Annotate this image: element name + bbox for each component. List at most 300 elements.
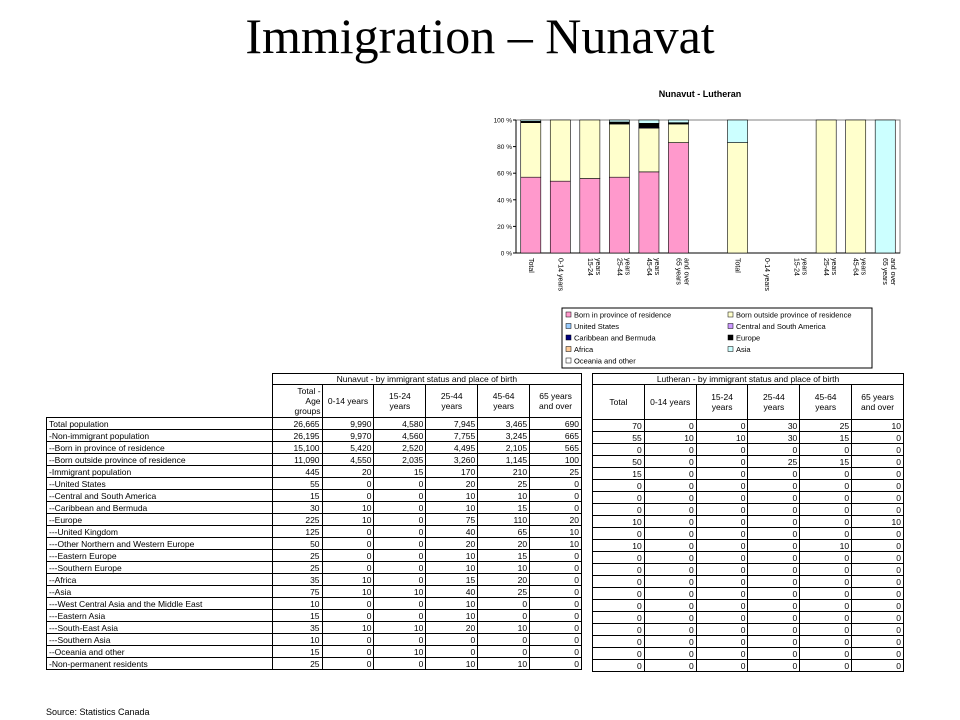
table-cell: 0 xyxy=(748,660,800,672)
table-cell: 0 xyxy=(478,610,530,622)
table-cell: 0 xyxy=(374,490,426,502)
table-row xyxy=(593,612,904,624)
table-cell: 35 xyxy=(272,574,322,586)
table-row xyxy=(47,466,582,478)
table-cell: 0 xyxy=(593,600,645,612)
table-cell: 0 xyxy=(593,504,645,516)
row-label: ---Southern Europe xyxy=(47,562,273,574)
table-cell: 20 xyxy=(478,538,530,550)
table-cell: 0 xyxy=(852,600,904,612)
table-cell: 0 xyxy=(593,552,645,564)
table-cell: 0 xyxy=(593,444,645,456)
table-cell: 0 xyxy=(374,598,426,610)
table-cell: 0 xyxy=(800,600,852,612)
table-row xyxy=(593,624,904,636)
table-cell: 10 xyxy=(374,586,426,598)
table-cell: 0 xyxy=(852,456,904,468)
row-label: ---Other Northern and Western Europe xyxy=(47,538,273,550)
table-cell: 0 xyxy=(696,552,748,564)
bar-segment xyxy=(816,120,836,253)
header-line: 0-14 years xyxy=(327,396,369,406)
table-cell: 0 xyxy=(800,516,852,528)
table-row xyxy=(593,480,904,492)
header-line: groups xyxy=(294,406,321,416)
table-cell: 35 xyxy=(272,622,322,634)
table-cell: 0 xyxy=(644,492,696,504)
x-tick-label: Total xyxy=(526,258,534,273)
table-cell: 2,520 xyxy=(374,442,426,454)
legend-label: Caribbean and Bermuda xyxy=(574,333,656,343)
row-label: -Non-immigrant population xyxy=(47,430,273,442)
column-header xyxy=(800,385,852,420)
table-cell: 20 xyxy=(530,514,582,526)
header-line: 25-44 xyxy=(763,392,785,402)
table-cell: 0 xyxy=(800,576,852,588)
table-cell: 20 xyxy=(426,538,478,550)
source-note: Source: Statistics Canada xyxy=(46,707,150,717)
header-line: 65 years xyxy=(539,391,572,401)
table-cell: 55 xyxy=(272,478,322,490)
legend-swatch xyxy=(566,312,571,317)
x-tick-label: 15-24 xyxy=(792,258,800,276)
table-cell: 10 xyxy=(426,502,478,514)
table-cell: 0 xyxy=(800,660,852,672)
bar-segment xyxy=(580,179,600,253)
row-label: ---West Central Asia and the Middle East xyxy=(47,598,273,610)
table-cell: 25 xyxy=(800,420,852,432)
row-label: --Born outside province of residence xyxy=(47,454,273,466)
table-cell: 0 xyxy=(800,648,852,660)
table-cell: 0 xyxy=(852,552,904,564)
table-row xyxy=(593,516,904,528)
table-cell: 0 xyxy=(478,598,530,610)
row-label: Total population xyxy=(47,418,273,430)
x-tick-label: 0-14 years xyxy=(556,258,564,292)
table-cell: 0 xyxy=(696,516,748,528)
table-cell: 2,105 xyxy=(478,442,530,454)
table-row xyxy=(593,588,904,600)
table-row xyxy=(593,660,904,672)
table-cell: 3,260 xyxy=(426,454,478,466)
row-label: --United States xyxy=(47,478,273,490)
table-cell: 690 xyxy=(530,418,582,430)
table-cell: 0 xyxy=(696,636,748,648)
table-cell: 0 xyxy=(644,600,696,612)
table-cell: 0 xyxy=(748,576,800,588)
column-header xyxy=(644,385,696,420)
table-cell: 4,495 xyxy=(426,442,478,454)
table-cell: 10 xyxy=(852,516,904,528)
x-tick-label: 45-64 xyxy=(644,258,652,276)
table-cell: 0 xyxy=(696,468,748,480)
table-cell: 0 xyxy=(800,444,852,456)
table-cell: 0 xyxy=(374,502,426,514)
table-cell: 15 xyxy=(800,456,852,468)
table-cell: 0 xyxy=(530,658,582,670)
x-tick-label: 0-14 years xyxy=(763,258,771,292)
header-line: 15-24 xyxy=(711,392,733,402)
table-cell: 110 xyxy=(478,514,530,526)
table-row xyxy=(47,538,582,550)
bar-segment xyxy=(609,124,629,177)
table-cell: 15 xyxy=(272,610,322,622)
legend-swatch xyxy=(566,324,571,329)
table-row xyxy=(47,526,582,538)
table-cell: 10 xyxy=(426,610,478,622)
table-cell: 0 xyxy=(644,624,696,636)
table-cell: 0 xyxy=(644,552,696,564)
table-cell: 225 xyxy=(272,514,322,526)
table-cell: 0 xyxy=(374,478,426,490)
table-cell: 65 xyxy=(478,526,530,538)
table-cell: 0 xyxy=(800,492,852,504)
table-cell: 210 xyxy=(478,466,530,478)
legend-label: Europe xyxy=(736,333,761,343)
table-cell: 0 xyxy=(374,574,426,586)
header-line: 45-64 xyxy=(814,392,837,402)
table-cell: 665 xyxy=(530,430,582,442)
table-row xyxy=(47,574,582,586)
legend-label: Asia xyxy=(736,345,751,354)
y-tick-label: 60 % xyxy=(497,170,512,178)
column-header xyxy=(593,385,645,420)
table-cell: 0 xyxy=(852,624,904,636)
table-cell: 565 xyxy=(530,442,582,454)
table-cell: 0 xyxy=(322,526,374,538)
slide-title: Immigration – Nunavat xyxy=(245,8,715,64)
table-cell: 15 xyxy=(800,432,852,444)
header-line: years xyxy=(389,401,411,411)
legend-swatch xyxy=(566,358,571,363)
table-cell: 20 xyxy=(322,466,374,478)
table-cell: 10 xyxy=(593,516,645,528)
bar-segment xyxy=(727,120,747,143)
table-cell: 0 xyxy=(644,612,696,624)
bar-segment xyxy=(609,177,629,253)
table-cell: 15 xyxy=(374,466,426,478)
table-cell: 25 xyxy=(272,562,322,574)
table-cell: 30 xyxy=(748,432,800,444)
table-cell: 0 xyxy=(696,624,748,636)
table-row xyxy=(47,478,582,490)
column-header xyxy=(374,385,426,418)
table-cell: 445 xyxy=(272,466,322,478)
table-cell: 0 xyxy=(530,622,582,634)
table-cell: 0 xyxy=(593,480,645,492)
header-line: 45-64 xyxy=(492,391,515,401)
header-line: 0-14 years xyxy=(650,397,691,407)
table-cell: 0 xyxy=(426,634,478,646)
bar-segment xyxy=(668,120,688,123)
x-tick-label: years xyxy=(652,258,660,276)
legend-label: United States xyxy=(574,322,620,331)
table-cell: 15 xyxy=(426,574,478,586)
table-cell: 10 xyxy=(478,490,530,502)
x-tick-label: and over xyxy=(682,258,690,286)
x-tick-label: years xyxy=(859,258,867,276)
table-cell: 0 xyxy=(748,600,800,612)
nunavut-table xyxy=(46,373,582,670)
table-cell: 0 xyxy=(696,588,748,600)
table-cell: 0 xyxy=(696,648,748,660)
bar-segment xyxy=(550,181,570,253)
row-label: -Immigrant population xyxy=(47,466,273,478)
table-cell: 4,580 xyxy=(374,418,426,430)
table-cell: 25 xyxy=(530,466,582,478)
table-cell: 0 xyxy=(852,504,904,516)
table-cell: 30 xyxy=(272,502,322,514)
table-row xyxy=(47,586,582,598)
table-cell: 0 xyxy=(644,636,696,648)
table-cell: 0 xyxy=(530,478,582,490)
table-row xyxy=(593,540,904,552)
table-cell: 0 xyxy=(374,514,426,526)
table-cell: 0 xyxy=(696,564,748,576)
table-cell: 0 xyxy=(426,646,478,658)
legend-label: Born outside province of residence xyxy=(736,310,852,320)
table-cell: 26,195 xyxy=(272,430,322,442)
bar-segment xyxy=(875,120,895,253)
table-cell: 5,420 xyxy=(322,442,374,454)
table-row xyxy=(47,454,582,466)
table-cell: 7,945 xyxy=(426,418,478,430)
table-cell: 4,560 xyxy=(374,430,426,442)
table-cell: 0 xyxy=(800,552,852,564)
row-label: ---Southern Asia xyxy=(47,634,273,646)
table-cell: 0 xyxy=(852,480,904,492)
table-cell: 20 xyxy=(478,574,530,586)
table-cell: 10 xyxy=(800,540,852,552)
table-cell: 0 xyxy=(374,538,426,550)
table-cell: 0 xyxy=(748,552,800,564)
table-cell: 0 xyxy=(644,576,696,588)
table-cell: 0 xyxy=(852,468,904,480)
table-row xyxy=(47,646,582,658)
table-cell: 0 xyxy=(748,516,800,528)
bar-segment xyxy=(580,120,600,179)
table-cell: 15 xyxy=(272,646,322,658)
table-cell: 30 xyxy=(748,420,800,432)
x-tick-label: years xyxy=(800,258,808,276)
table-row xyxy=(593,444,904,456)
table-cell: 170 xyxy=(426,466,478,478)
table-cell: 10 xyxy=(852,420,904,432)
table-cell: 0 xyxy=(748,636,800,648)
table-cell: 0 xyxy=(644,480,696,492)
table-cell: 0 xyxy=(696,444,748,456)
column-header xyxy=(272,385,322,418)
legend-swatch xyxy=(566,347,571,352)
table-cell: 0 xyxy=(530,586,582,598)
table-cell: 0 xyxy=(696,540,748,552)
table-cell: 15,100 xyxy=(272,442,322,454)
row-label: ---South-East Asia xyxy=(47,622,273,634)
table-cell: 0 xyxy=(852,432,904,444)
table-cell: 0 xyxy=(593,588,645,600)
table-cell: 3,465 xyxy=(478,418,530,430)
table-cell: 0 xyxy=(374,658,426,670)
row-label: --Asia xyxy=(47,586,273,598)
header-line: 25-44 xyxy=(440,391,463,401)
table-cell: 10 xyxy=(426,550,478,562)
table-cell: 9,990 xyxy=(322,418,374,430)
table-cell: 10 xyxy=(322,622,374,634)
table-row xyxy=(593,420,904,432)
table-cell: 0 xyxy=(644,564,696,576)
legend-swatch xyxy=(728,335,733,340)
table-cell: 0 xyxy=(644,540,696,552)
table-cell: 25 xyxy=(748,456,800,468)
x-tick-label: Total xyxy=(733,258,741,273)
table-cell: 10 xyxy=(322,574,374,586)
table-cell: 0 xyxy=(696,504,748,516)
x-tick-label: 25-44 xyxy=(822,258,830,276)
bar-segment xyxy=(639,172,659,253)
table-row xyxy=(47,490,582,502)
table-row xyxy=(47,598,582,610)
table-cell: 7,755 xyxy=(426,430,478,442)
legend-label: Central and South America xyxy=(736,322,826,331)
table-cell: 0 xyxy=(800,504,852,516)
table-cell: 0 xyxy=(852,564,904,576)
table-cell: 55 xyxy=(593,432,645,444)
table-row xyxy=(47,622,582,634)
table-row xyxy=(47,442,582,454)
x-tick-label: 15-24 xyxy=(585,258,593,276)
x-tick-label: 25-44 xyxy=(615,258,623,276)
table-row xyxy=(593,648,904,660)
table-cell: 0 xyxy=(644,648,696,660)
table-cell: 0 xyxy=(593,636,645,648)
table-cell: 0 xyxy=(748,624,800,636)
row-label: -Non-permanent residents xyxy=(47,658,273,670)
table-cell: 0 xyxy=(374,610,426,622)
table-cell: 0 xyxy=(322,646,374,658)
table-cell: 0 xyxy=(800,612,852,624)
header-line: Age xyxy=(305,396,321,406)
column-header xyxy=(426,385,478,418)
x-tick-label: 65 years xyxy=(881,258,889,285)
table-cell: 0 xyxy=(696,420,748,432)
bar-segment xyxy=(846,120,866,253)
table-row xyxy=(593,468,904,480)
header-line: Total xyxy=(609,397,628,407)
table-cell: 0 xyxy=(593,660,645,672)
table-cell: 0 xyxy=(852,492,904,504)
blank-cell xyxy=(47,374,273,385)
table-cell: 25 xyxy=(478,478,530,490)
table-row xyxy=(47,634,582,646)
table-cell: 75 xyxy=(272,586,322,598)
table-cell: 0 xyxy=(644,504,696,516)
table-cell: 0 xyxy=(374,550,426,562)
table-cell: 10 xyxy=(644,432,696,444)
row-label: ---Eastern Europe xyxy=(47,550,273,562)
table-cell: 15 xyxy=(272,490,322,502)
table-cell: 0 xyxy=(644,420,696,432)
table-cell: 10 xyxy=(426,598,478,610)
table-row xyxy=(593,636,904,648)
table-cell: 0 xyxy=(800,528,852,540)
table-row xyxy=(47,610,582,622)
table-cell: 0 xyxy=(374,562,426,574)
table-cell: 0 xyxy=(530,490,582,502)
table-cell: 0 xyxy=(748,588,800,600)
legend-label: Africa xyxy=(574,345,594,354)
row-label: ---United Kingdom xyxy=(47,526,273,538)
table-title: Lutheran - by immigrant status and place of birth xyxy=(593,374,904,385)
table-cell: 0 xyxy=(644,588,696,600)
table-cell: 0 xyxy=(800,636,852,648)
table-cell: 0 xyxy=(322,538,374,550)
x-tick-label: 65 years xyxy=(674,258,682,285)
lutheran-table xyxy=(592,373,904,672)
table-cell: 0 xyxy=(322,550,374,562)
column-header xyxy=(478,385,530,418)
row-label: --Africa xyxy=(47,574,273,586)
row-label: --Oceania and other xyxy=(47,646,273,658)
table-row xyxy=(47,562,582,574)
row-label: --Caribbean and Bermuda xyxy=(47,502,273,514)
legend-label: Oceania and other xyxy=(574,356,636,366)
column-header xyxy=(696,385,748,420)
table-cell: 0 xyxy=(852,648,904,660)
table-cell: 0 xyxy=(800,468,852,480)
y-tick-label: 80 % xyxy=(497,144,512,152)
header-line: years xyxy=(815,402,837,412)
table-cell: 0 xyxy=(748,612,800,624)
table-row xyxy=(593,504,904,516)
table-cell: 25 xyxy=(478,586,530,598)
table-cell: 9,970 xyxy=(322,430,374,442)
table-cell: 0 xyxy=(748,504,800,516)
table-cell: 0 xyxy=(530,598,582,610)
table-cell: 0 xyxy=(530,562,582,574)
table-cell: 0 xyxy=(696,660,748,672)
bar-segment xyxy=(609,120,629,122)
table-cell: 0 xyxy=(696,480,748,492)
table-cell: 0 xyxy=(530,610,582,622)
table-cell: 10 xyxy=(374,622,426,634)
table-cell: 0 xyxy=(800,624,852,636)
table-cell: 0 xyxy=(748,480,800,492)
table-cell: 4,550 xyxy=(322,454,374,466)
table-row xyxy=(593,576,904,588)
header-line: years xyxy=(711,402,733,412)
table-row xyxy=(593,564,904,576)
table-row xyxy=(47,658,582,670)
bar-segment xyxy=(639,128,659,172)
table-cell: 10 xyxy=(272,634,322,646)
header-line: and over xyxy=(538,401,573,411)
table-cell: 100 xyxy=(530,454,582,466)
table-cell: 0 xyxy=(852,612,904,624)
plot-area xyxy=(516,120,900,253)
table-cell: 0 xyxy=(852,540,904,552)
table-cell: 0 xyxy=(593,624,645,636)
table-cell: 0 xyxy=(696,600,748,612)
x-tick-label: 45-64 xyxy=(851,258,859,276)
table-cell: 0 xyxy=(748,564,800,576)
table-cell: 0 xyxy=(644,444,696,456)
table-cell: 0 xyxy=(800,564,852,576)
table-row xyxy=(593,528,904,540)
y-tick-label: 100 % xyxy=(493,117,512,125)
bar-segment xyxy=(639,120,659,123)
table-cell: 15 xyxy=(478,550,530,562)
table-cell: 3,245 xyxy=(478,430,530,442)
table-cell: 0 xyxy=(374,526,426,538)
